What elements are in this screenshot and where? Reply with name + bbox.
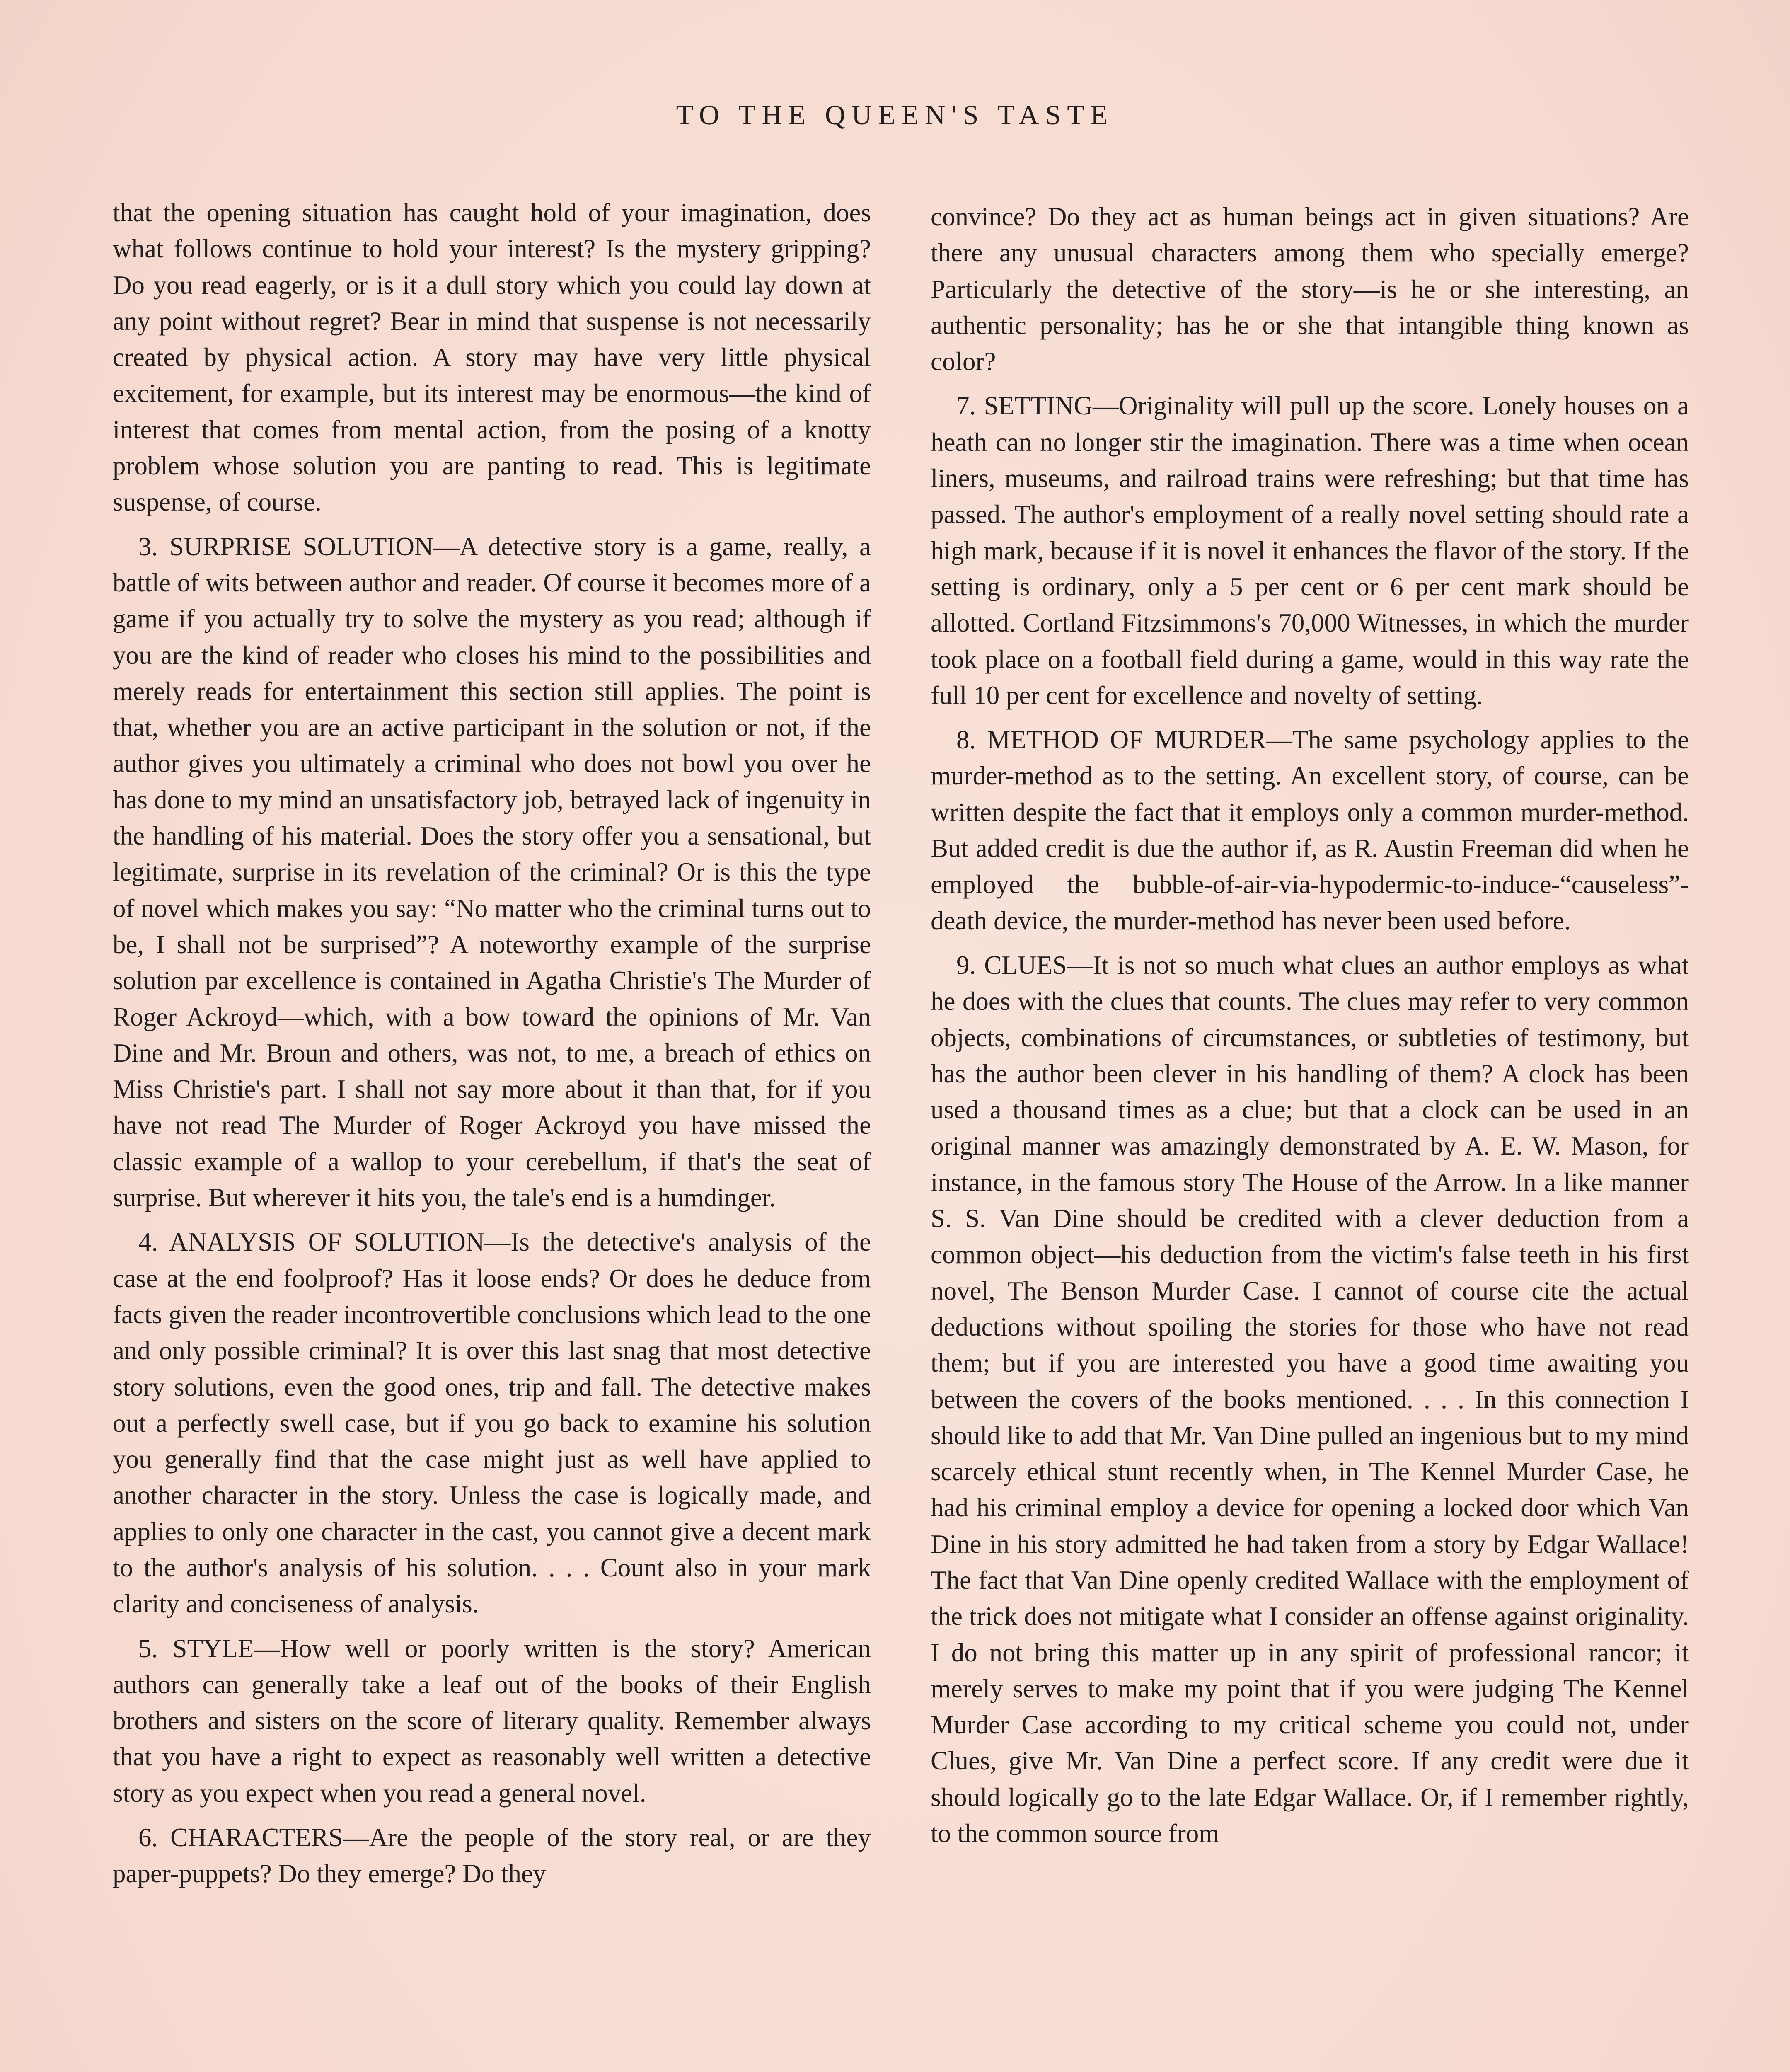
paragraph-characters: 6. CHARACTERS—Are the people of the story real, or are they paper-puppets? Do they emerge? Do they — [113, 1823, 871, 1888]
paragraph: convince? Do they act as human beings act in given situations? Are there any unusual characters among them who specially emerge? Particularly the detective of the story—is he or she interesting, an authentic personality; has he or she that intangible thing known as color? — [931, 202, 1689, 376]
paragraph-surprise-solution: 3. SURPRISE SOLUTION—A detective story is a game, really, a battle of wits between author and reader. Of course it becomes more of a game if you actually try to solve the mystery as you read; although if you are the kind of reader who closes his mind to the possibilities and merely reads for entertainment this section still applies. The point is that, whether you are an active participant in the solution or not, if the author gives you ultimately a criminal who does not bowl you over he has done to my mind an unsatisfactory job, betrayed lack of ingenuity in the handling of his material. Does the story offer you a sensational, but legitimate, surprise in its revelation of the criminal? Or is this the type of novel which makes you say: “No matter who the criminal turns out to be, I shall not be surprised”? A noteworthy example of the surprise solution par excellence is contained in Agatha Christie's The Murder of Roger Ackroyd—which, with a bow toward the opinions of Mr. Van Dine and Mr. Broun and others, was not, to me, a breach of ethics on Miss Christie's part. I shall not say more about it than that, for if you have not read The Murder of Roger Ackroyd you have missed the classic example of a wallop to your cerebellum, if that's the seat of surprise. But wherever it hits you, the tale's end is a humdinger. — [113, 532, 871, 1213]
running-head: TO THE QUEEN'S TASTE — [676, 99, 1114, 131]
paragraph: that the opening situation has caught hold of your imagination, does what follows continue to hold your interest? Is the mystery gripping? Do you read eagerly, or is it a dull story which you could lay down at any point without regret? Bear in mind that suspense is not necessarily created by physical action. A story may have very little physical excitement, for example, but its interest may be enormous—the kind of interest that comes from mental action, from the posing of a knotty problem whose solution you are panting to read. This is legitimate suspense, of course. — [113, 198, 871, 517]
paragraph-style: 5. STYLE—How well or poorly written is the story? American authors can generally take a leaf out of the books of their English brothers and sisters on the score of literary quality. Remember always that you have a right to expect as reasonably well written a detective story as you expect when you read a general novel. — [113, 1634, 871, 1808]
paragraph-setting: 7. SETTING—Originality will pull up the score. Lonely houses on a heath can no longer stir the imagination. There was a time when ocean liners, museums, and railroad trains were refreshing; but that time has passed. The author's employment of a really novel setting should rate a high mark, because if it is novel it enhances the flavor of the story. If the setting is ordinary, only a 5 per cent or 6 per cent mark should be allotted. Cortland Fitzsimmons's 70,000 Witnesses, in which the murder took place on a football field during a game, would in this way rate the full 10 per cent for excellence and novelty of setting. — [931, 391, 1689, 710]
paragraph-clues: 9. CLUES—It is not so much what clues an author employs as what he does with the clues that counts. The clues may refer to very common objects, combinations of circumstances, or subtleties of testimony, but has the author been clever in his handling of them? A clock has been used a thousand times as a clue; but that a clock can be used in an original manner was amazingly demonstrated by A. E. W. Mason, for instance, in the famous story The House of the Arrow. In a like manner S. S. Van Dine should be credited with a clever deduction from a common object—his deduction from the victim's false teeth in his first novel, The Benson Murder Case. I cannot of course cite the actual deductions without spoiling the stories for those who have not read them; but if you are interested you have a good time awaiting you between the covers of the books mentioned. . . . In this connection I should like to add that Mr. Van Dine pulled an ingenious but to my mind scarcely ethical stunt recently when, in The Kennel Murder Case, he had his criminal employ a device for opening a locked door which Van Dine in his story admitted he had taken from a story by Edgar Wallace! The fact that Van Dine openly credited Wallace with the employment of the trick does not mitigate what I consider an offense against originality. I do not bring this matter up in any spirit of professional rancor; it merely serves to make my point that if you were judging The Kennel Murder Case according to my critical scheme you could not, under Clues, give Mr. Van Dine a perfect score. If any credit were due it should logically go to the late Edgar Wallace. Or, if I remember rightly, to the common source from — [931, 950, 1689, 1848]
paragraph-analysis-of-solution: 4. ANALYSIS OF SOLUTION—Is the detective's analysis of the case at the end foolproof? Has it loose ends? Or does he deduce from facts given the reader incontrovertible conclusions which lead to the one and only possible criminal? It is over this last snag that most detective story solutions, even the good ones, trip and fall. The detective makes out a perfectly swell case, but if you go back to examine his solution you generally find that the case might just as well have applied to another character in the story. Unless the case is logically made, and applies to only one character in the cast, you cannot give a decent mark to the author's analysis of his solution. . . . Count also in your mark clarity and conciseness of analysis. — [113, 1227, 871, 1619]
right-column — [931, 199, 1689, 1860]
paragraph-method-of-murder: 8. METHOD OF MURDER—The same psychology applies to the murder-method as to the setting. An excellent story, of course, can be written despite the fact that it employs only a common murder-method. But added credit is due the author if, as R. Austin Freeman did when he employed the bubble-of-air-via-hypodermic-to-induce-“causeless”-death device, the murder-method has never been used before. — [931, 725, 1689, 935]
left-column — [113, 195, 871, 1900]
